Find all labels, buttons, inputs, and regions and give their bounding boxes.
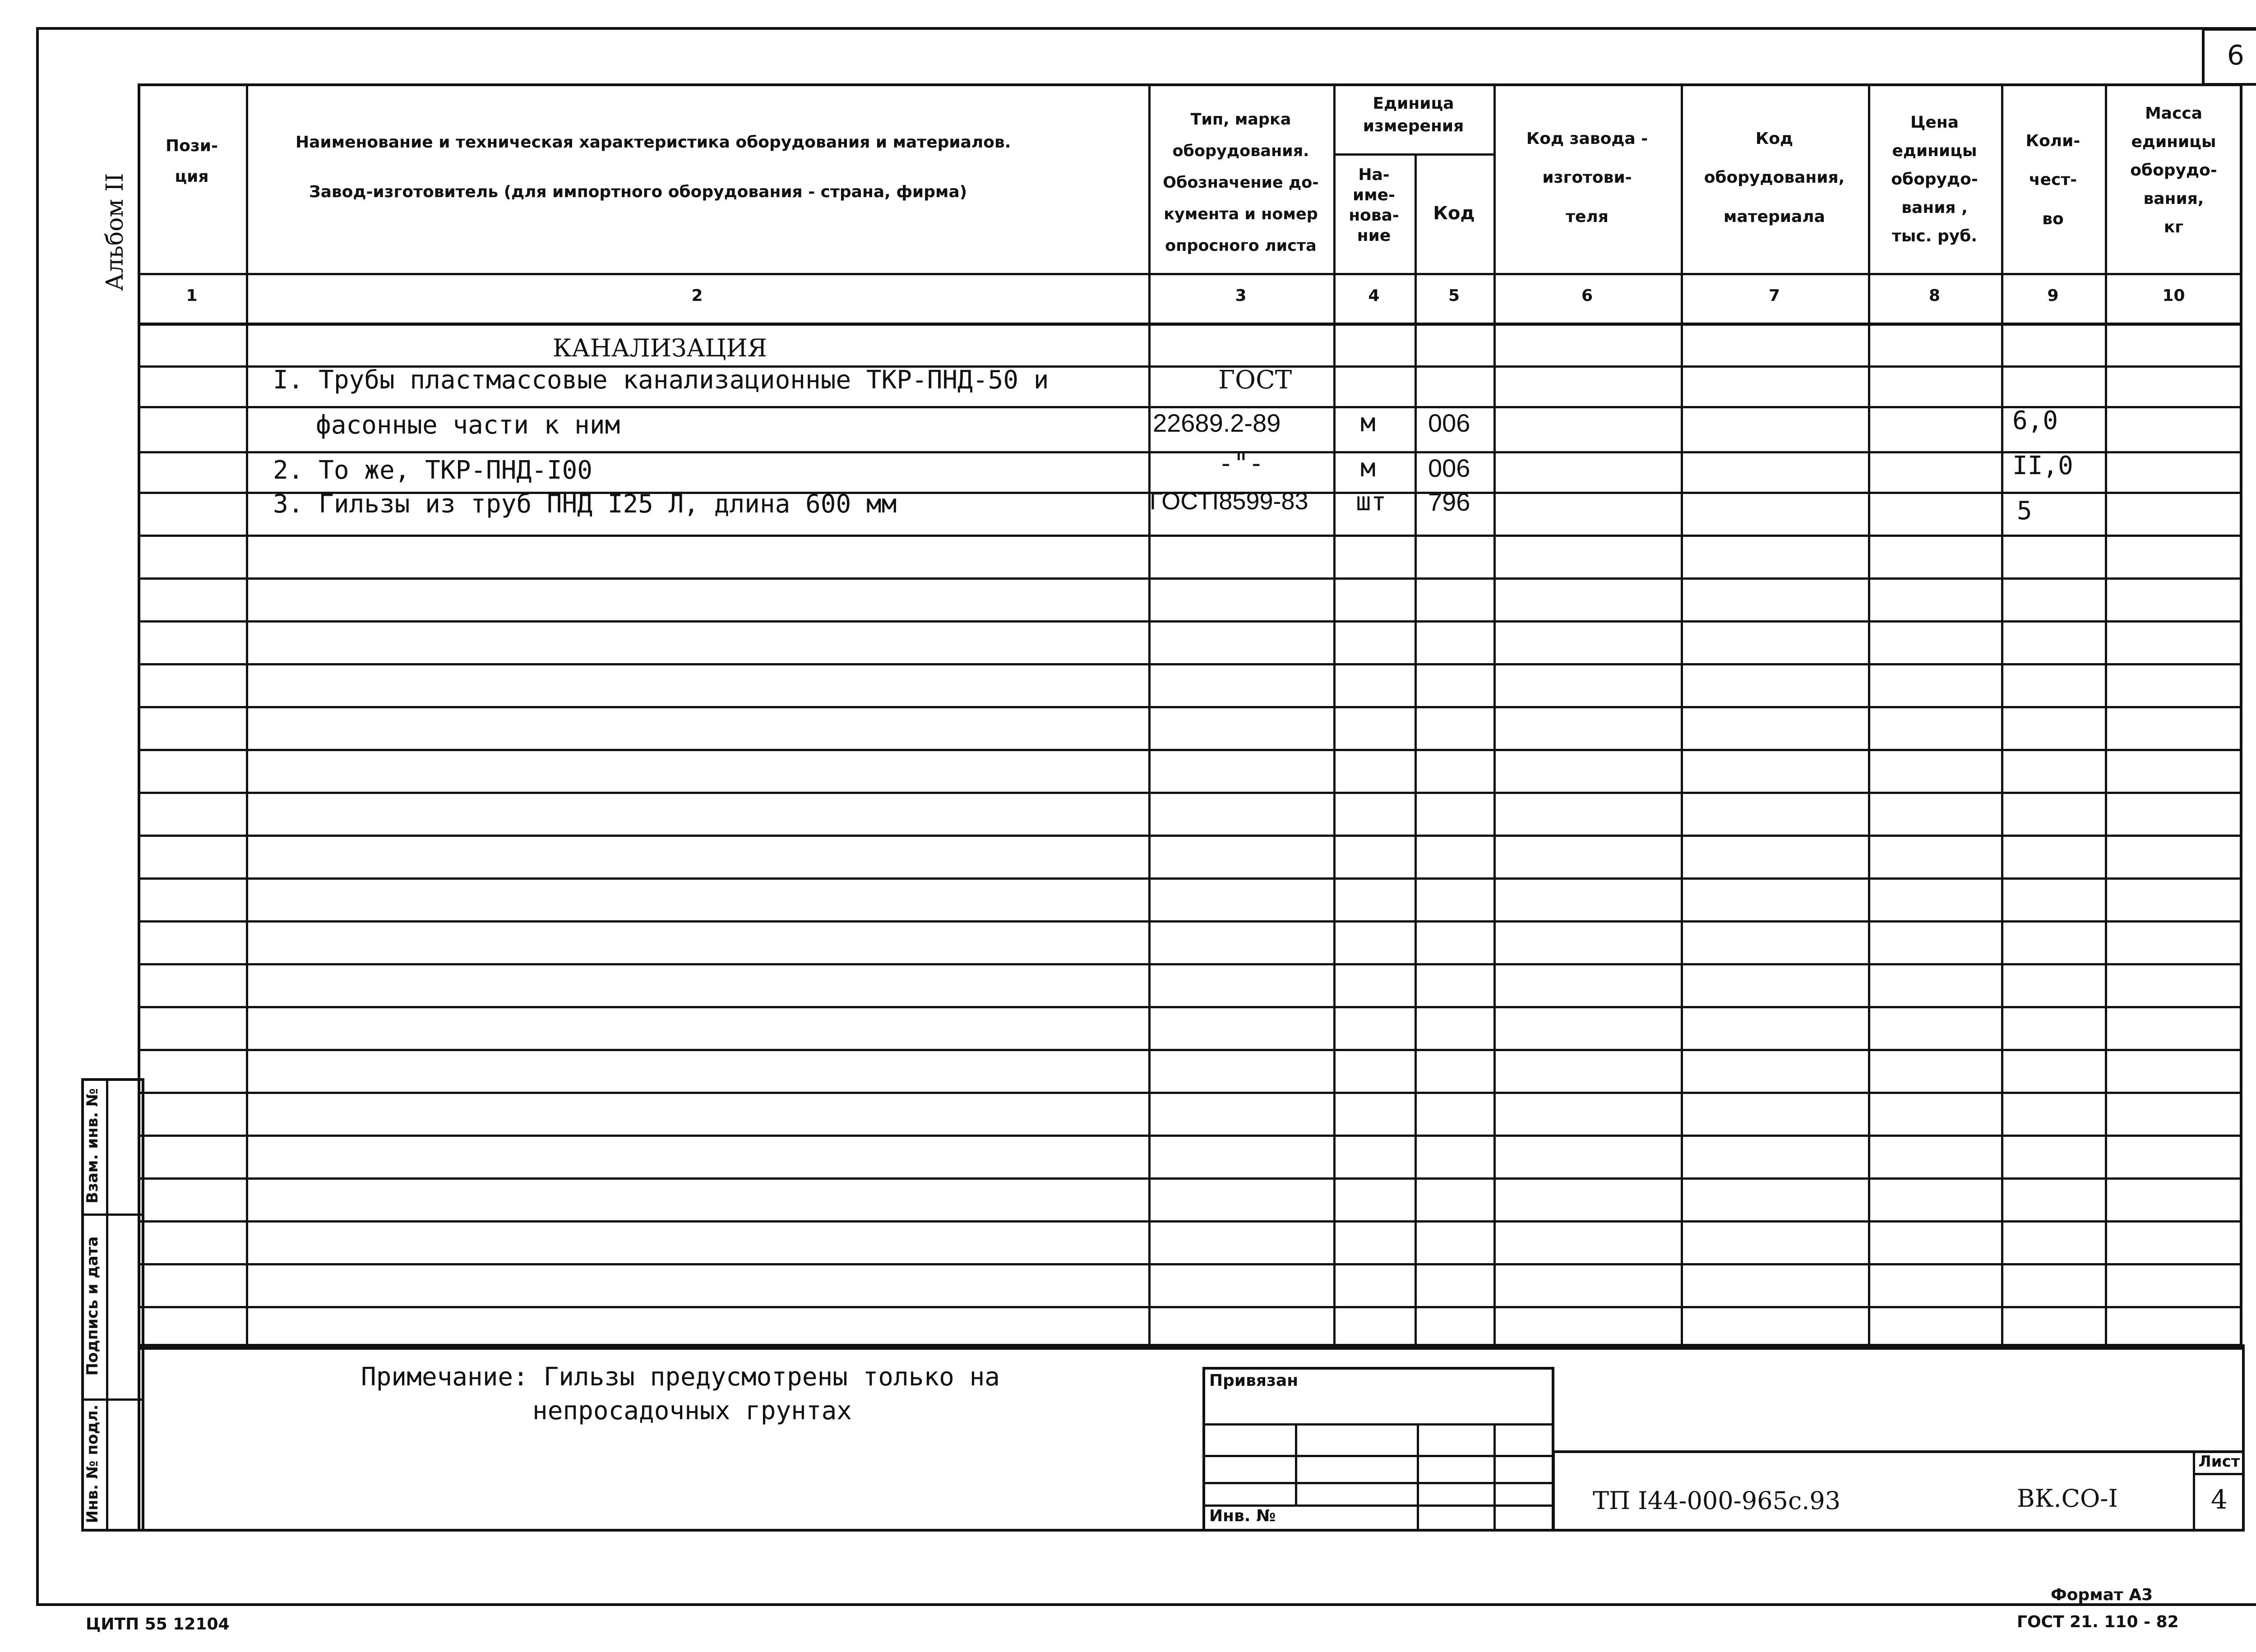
table-row-line <box>138 451 2242 453</box>
column-number: 10 <box>2162 286 2185 305</box>
row-name: I. Трубы пластмассовые канализационные ТКР-ПНД-50 и <box>273 365 1049 395</box>
table-row-line <box>138 577 2242 580</box>
signature-date-label: Подпись и дата <box>83 1236 102 1376</box>
stamp-vline <box>1417 1423 1419 1532</box>
side-stamp-vline <box>106 1078 108 1532</box>
table-row-line <box>138 663 2242 665</box>
table-row-line <box>138 1006 2242 1008</box>
footer-gost: ГОСТ 21. 110 - 82 <box>2017 1613 2179 1631</box>
row-code: 006 <box>1428 454 1470 482</box>
header-type: Тип, марка оборудования. Обозначение до- кумента и номер опросного листа <box>1163 111 1319 255</box>
unit-group-line <box>1333 153 1493 156</box>
table-row-line <box>138 1135 2242 1137</box>
column-number: 8 <box>1928 286 1941 305</box>
table-row-line <box>138 749 2242 751</box>
column-number: 3 <box>1235 286 1247 305</box>
header-unit-code: Код <box>1433 203 1475 224</box>
side-stamp-hline <box>81 1214 144 1216</box>
table-row-line <box>138 877 2242 880</box>
stamp-line <box>1202 1482 1554 1484</box>
section-title: КАНАЛИЗАЦИЯ <box>553 334 767 362</box>
header-bottom-line <box>138 273 2242 275</box>
header-name-line1: Наименование и техническая характеристика оборудования и материалов. <box>296 133 1011 152</box>
header-unit-name: На- име- нова- ние <box>1349 166 1399 245</box>
header-factory-code: Код завода - изготови- теля <box>1526 129 1648 226</box>
table-row-line <box>138 1220 2242 1223</box>
row-unit: шт <box>1356 487 1387 517</box>
replacement-inventory-label: Взам. инв. № <box>83 1088 102 1204</box>
column-number: 5 <box>1448 286 1460 305</box>
header-price: Цена единицы оборудо- вания , тыс. руб. <box>1891 113 1978 245</box>
row-doc: 22689.2-89 <box>1153 409 1281 437</box>
row-qty: II,0 <box>2012 451 2073 480</box>
row-name: 3. Гильзы из труб ПНД I25 Л, длина 600 мм <box>273 489 897 519</box>
table-row-line <box>138 792 2242 794</box>
table-row-line <box>138 1263 2242 1265</box>
table-row-line <box>138 535 2242 537</box>
stamp-line <box>1202 1423 1554 1426</box>
title-block-hline <box>2193 1473 2245 1475</box>
table-row-line <box>138 1177 2242 1180</box>
binding-label: Привязан <box>1209 1371 1299 1390</box>
header-position: Пози- ция <box>166 137 218 186</box>
note-line2: непросадочных грунтах <box>532 1396 852 1426</box>
row-doc: ГОСТ <box>1218 365 1292 395</box>
corner-number: 6 <box>2227 40 2245 71</box>
album-label: Альбом II <box>102 173 129 291</box>
sheet-number: 4 <box>2211 1484 2228 1515</box>
column-number: 4 <box>1368 286 1380 305</box>
row-code: 796 <box>1428 488 1470 516</box>
inventory-label: Инв. № <box>1209 1507 1276 1525</box>
row-name: 2. То же, ТКР-ПНД-I00 <box>273 456 593 485</box>
header-mass: Масса единицы оборудо- вания, кг <box>2130 104 2217 236</box>
original-inventory-label: Инв. № подл. <box>83 1404 102 1523</box>
row-doc: -"- <box>1218 449 1264 478</box>
note-line1: Примечание: Гильзы предусмотрены только на <box>361 1362 1000 1392</box>
table-row-line <box>138 920 2242 923</box>
column-number: 7 <box>1768 286 1780 305</box>
row-name: фасонные части к ним <box>316 411 620 440</box>
table-row-line <box>138 963 2242 965</box>
table-row-line <box>138 1049 2242 1051</box>
stamp-vline <box>1493 1423 1496 1532</box>
sheet-label: Лист <box>2198 1453 2240 1471</box>
stamp-vline <box>1295 1423 1297 1507</box>
footer-format: Формат А3 <box>2051 1586 2153 1604</box>
row-unit: м <box>1360 453 1376 483</box>
table-row-line <box>138 620 2242 623</box>
footer-left: ЦИТП 55 12104 <box>86 1615 230 1634</box>
header-unit-group: Единица измерения <box>1363 94 1464 136</box>
table-row-line <box>138 1306 2242 1308</box>
row-unit: м <box>1360 408 1376 438</box>
header-name-line2: Завод-изготовитель (для импортного оборудования - страна, фирма) <box>309 183 967 201</box>
doc-mark: ВК.СО-I <box>2017 1484 2118 1513</box>
table-row-line <box>138 835 2242 837</box>
column-number: 1 <box>186 286 198 305</box>
column-number: 6 <box>1581 286 1593 305</box>
stamp-line <box>1202 1455 1554 1457</box>
header-quantity: Коли- чест- во <box>2025 132 2080 228</box>
row-code: 006 <box>1428 409 1470 437</box>
table-row-line <box>138 1092 2242 1094</box>
row-qty: 5 <box>2017 496 2032 526</box>
header-equipment-code: Код оборудования, материала <box>1704 129 1845 226</box>
row-doc: ГОСТI8599-83 <box>1150 488 1308 515</box>
column-number: 9 <box>2047 286 2059 305</box>
row-qty: 6,0 <box>2012 406 2058 435</box>
doc-code: ТП I44-000-965с.93 <box>1593 1486 1841 1515</box>
column-number: 2 <box>691 286 703 305</box>
colnum-bottom-line <box>138 323 2242 326</box>
table-row-line <box>138 706 2242 708</box>
